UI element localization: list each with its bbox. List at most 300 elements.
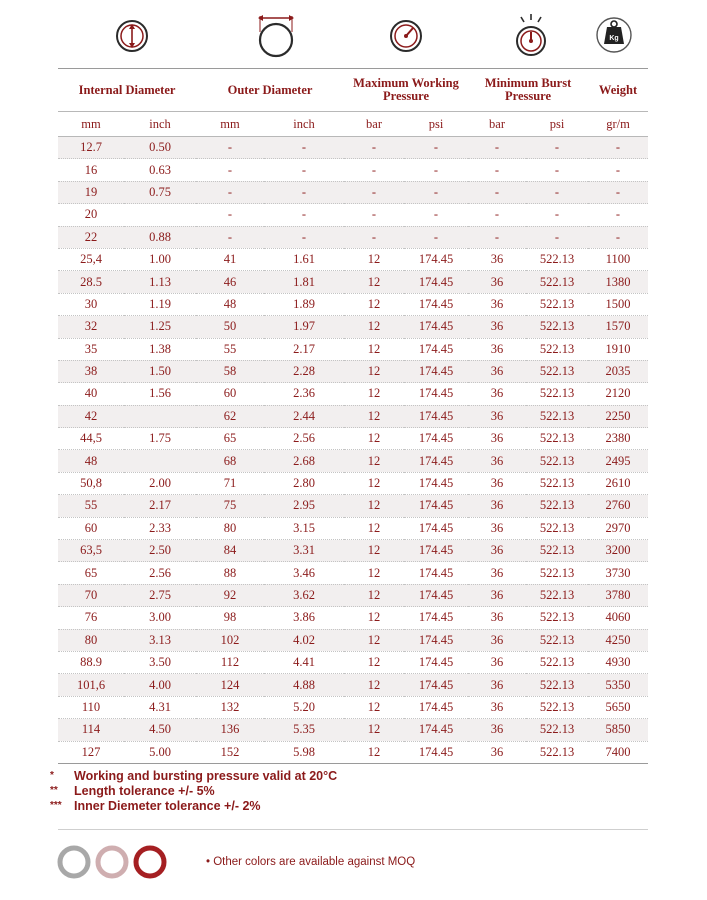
- pressure-gauge-icon: [388, 14, 424, 54]
- table-cell: 174.45: [404, 696, 468, 718]
- table-cell: -: [344, 159, 404, 181]
- table-cell: 522.13: [526, 674, 588, 696]
- table-cell: 60: [58, 517, 124, 539]
- notes: [50, 768, 337, 813]
- table-cell: 2495: [588, 450, 648, 472]
- table-cell: 71: [196, 472, 264, 494]
- table-row: [58, 651, 648, 673]
- table-row: [58, 719, 648, 741]
- unit-label: mm: [196, 112, 264, 137]
- table-cell: 2610: [588, 472, 648, 494]
- table-cell: 127: [58, 741, 124, 763]
- swatch-pink-ring: [98, 848, 126, 876]
- table-cell: 522.13: [526, 629, 588, 651]
- table-cell: 1.81: [264, 271, 344, 293]
- table-cell: 4.50: [124, 719, 196, 741]
- table-row: [58, 360, 648, 382]
- table-cell: 174.45: [404, 540, 468, 562]
- table-cell: 2.80: [264, 472, 344, 494]
- table-cell: 522.13: [526, 584, 588, 606]
- table-cell: 46: [196, 271, 264, 293]
- table-cell: 2.33: [124, 517, 196, 539]
- table-cell: 36: [468, 405, 526, 427]
- note-text: Working and bursting pressure valid at 20°C: [74, 768, 338, 783]
- table-cell: 3.15: [264, 517, 344, 539]
- table-cell: 522.13: [526, 428, 588, 450]
- table-cell: 110: [58, 696, 124, 718]
- table-cell: 12: [344, 607, 404, 629]
- table-cell: 2.17: [124, 495, 196, 517]
- table-cell: 80: [196, 517, 264, 539]
- table-cell: 12: [344, 696, 404, 718]
- table-cell: 12: [344, 584, 404, 606]
- table-cell: -: [468, 226, 526, 248]
- table-row: [58, 540, 648, 562]
- table-cell: 12: [344, 562, 404, 584]
- header-icons: [58, 14, 648, 60]
- table-cell: 174.45: [404, 428, 468, 450]
- table-cell: -: [526, 181, 588, 203]
- outer-diameter-icon: [256, 14, 296, 58]
- table-row: [58, 137, 648, 159]
- table-cell: 174.45: [404, 495, 468, 517]
- table-cell: 12: [344, 629, 404, 651]
- table-cell: 174.45: [404, 719, 468, 741]
- table-cell: 3.31: [264, 540, 344, 562]
- table-row: [58, 495, 648, 517]
- table-cell: 12: [344, 248, 404, 270]
- table-cell: 55: [58, 495, 124, 517]
- table-cell: 0.75: [124, 181, 196, 203]
- table-row: [58, 428, 648, 450]
- table-cell: [124, 405, 196, 427]
- footer-divider: [58, 829, 648, 830]
- table-cell: 3730: [588, 562, 648, 584]
- table-cell: 12: [344, 338, 404, 360]
- internal-diameter-icon: [114, 14, 150, 54]
- table-row: [58, 472, 648, 494]
- table-cell: -: [264, 204, 344, 226]
- note-mark: ***: [50, 800, 62, 811]
- table-cell: 3.46: [264, 562, 344, 584]
- table-cell: 50: [196, 316, 264, 338]
- header-group: Weight: [588, 69, 648, 112]
- table-cell: 1.13: [124, 271, 196, 293]
- table-cell: 1.75: [124, 428, 196, 450]
- table-cell: 42: [58, 405, 124, 427]
- table-cell: -: [196, 181, 264, 203]
- table-row: [58, 204, 648, 226]
- table-row: [58, 674, 648, 696]
- table-cell: 174.45: [404, 450, 468, 472]
- table-cell: 2.50: [124, 540, 196, 562]
- table-cell: -: [588, 204, 648, 226]
- table-cell: 7400: [588, 741, 648, 763]
- table-cell: 36: [468, 741, 526, 763]
- table-cell: 174.45: [404, 584, 468, 606]
- table-cell: 36: [468, 607, 526, 629]
- table-cell: 1100: [588, 248, 648, 270]
- table-cell: 522.13: [526, 316, 588, 338]
- table-cell: -: [344, 181, 404, 203]
- table-cell: 1.97: [264, 316, 344, 338]
- table-cell: 522.13: [526, 450, 588, 472]
- table-cell: 2.56: [124, 562, 196, 584]
- table-cell: 2.56: [264, 428, 344, 450]
- note-item: [50, 768, 337, 783]
- table-cell: 12: [344, 719, 404, 741]
- table-cell: 522.13: [526, 271, 588, 293]
- table-cell: -: [588, 159, 648, 181]
- table-cell: 112: [196, 651, 264, 673]
- table-cell: 1.19: [124, 293, 196, 315]
- table-cell: 1.00: [124, 248, 196, 270]
- table-cell: 2035: [588, 360, 648, 382]
- table-cell: 3.00: [124, 607, 196, 629]
- table-cell: 12: [344, 674, 404, 696]
- table-row: [58, 584, 648, 606]
- table-cell: 63,5: [58, 540, 124, 562]
- table-cell: 36: [468, 472, 526, 494]
- note-text: Length tolerance +/- 5%: [74, 783, 215, 798]
- table-cell: 12: [344, 405, 404, 427]
- table-cell: 522.13: [526, 293, 588, 315]
- table-cell: 2760: [588, 495, 648, 517]
- table-cell: 4.00: [124, 674, 196, 696]
- table-cell: 174.45: [404, 472, 468, 494]
- table-cell: 76: [58, 607, 124, 629]
- table-cell: 36: [468, 651, 526, 673]
- table-cell: 38: [58, 360, 124, 382]
- table-cell: 4250: [588, 629, 648, 651]
- table-cell: -: [404, 159, 468, 181]
- table-cell: 5.00: [124, 741, 196, 763]
- table-cell: 4.02: [264, 629, 344, 651]
- unit-label: gr/m: [588, 112, 648, 137]
- table-cell: 68: [196, 450, 264, 472]
- unit-row: [58, 112, 648, 137]
- note-mark: **: [50, 785, 58, 796]
- table-cell: 102: [196, 629, 264, 651]
- table-cell: 2.44: [264, 405, 344, 427]
- table-cell: 3.86: [264, 607, 344, 629]
- table-cell: 12: [344, 271, 404, 293]
- table-cell: 522.13: [526, 338, 588, 360]
- table-cell: 36: [468, 674, 526, 696]
- table-cell: 522.13: [526, 248, 588, 270]
- table-row: [58, 405, 648, 427]
- table-cell: 36: [468, 584, 526, 606]
- table-cell: -: [264, 226, 344, 248]
- table-cell: 2.00: [124, 472, 196, 494]
- unit-label: inch: [124, 112, 196, 137]
- table-cell: 174.45: [404, 405, 468, 427]
- table-cell: 1.61: [264, 248, 344, 270]
- table-cell: 174.45: [404, 383, 468, 405]
- table-cell: -: [264, 181, 344, 203]
- table-cell: -: [526, 137, 588, 159]
- table-cell: 522.13: [526, 495, 588, 517]
- table-cell: 522.13: [526, 562, 588, 584]
- table-cell: 124: [196, 674, 264, 696]
- table-cell: 174.45: [404, 741, 468, 763]
- table-cell: 1.25: [124, 316, 196, 338]
- table-cell: 522.13: [526, 383, 588, 405]
- table-cell: 522.13: [526, 360, 588, 382]
- table-cell: 36: [468, 360, 526, 382]
- table-cell: 12: [344, 316, 404, 338]
- table-cell: 2380: [588, 428, 648, 450]
- table-cell: 36: [468, 495, 526, 517]
- table-cell: -: [588, 137, 648, 159]
- table-cell: 48: [58, 450, 124, 472]
- note-item: [50, 798, 337, 813]
- table-cell: 3.50: [124, 651, 196, 673]
- table-cell: 174.45: [404, 248, 468, 270]
- table-cell: 84: [196, 540, 264, 562]
- table-cell: 174.45: [404, 293, 468, 315]
- table-cell: 522.13: [526, 651, 588, 673]
- table-cell: 44,5: [58, 428, 124, 450]
- table-cell: 50,8: [58, 472, 124, 494]
- table-cell: 2.36: [264, 383, 344, 405]
- table-cell: 3.13: [124, 629, 196, 651]
- table-cell: 1.89: [264, 293, 344, 315]
- table-cell: 174.45: [404, 316, 468, 338]
- table-cell: 174.45: [404, 607, 468, 629]
- weight-icon-text: Kg: [609, 35, 619, 42]
- table-cell: 2.28: [264, 360, 344, 382]
- table-row: [58, 316, 648, 338]
- table-cell: 12: [344, 450, 404, 472]
- table-cell: 88.9: [58, 651, 124, 673]
- table-cell: 522.13: [526, 540, 588, 562]
- table-cell: 4060: [588, 607, 648, 629]
- table-cell: -: [468, 181, 526, 203]
- table-cell: 152: [196, 741, 264, 763]
- table-cell: 98: [196, 607, 264, 629]
- color-swatches: [56, 845, 176, 879]
- header-group: Internal Diameter: [58, 69, 196, 112]
- swatch-grey-ring: [60, 848, 88, 876]
- table-cell: 132: [196, 696, 264, 718]
- table-cell: [124, 204, 196, 226]
- table-row: [58, 383, 648, 405]
- table-cell: -: [264, 159, 344, 181]
- table-cell: 36: [468, 629, 526, 651]
- table-cell: 1.56: [124, 383, 196, 405]
- table-cell: 2970: [588, 517, 648, 539]
- table-cell: 0.50: [124, 137, 196, 159]
- note-mark: *: [50, 770, 54, 781]
- table-cell: -: [196, 226, 264, 248]
- spec-table: [58, 68, 648, 764]
- table-cell: 522.13: [526, 405, 588, 427]
- table-cell: -: [468, 159, 526, 181]
- table-row: [58, 271, 648, 293]
- table-cell: 522.13: [526, 719, 588, 741]
- table-cell: 5850: [588, 719, 648, 741]
- header-group-row: [58, 69, 648, 112]
- table-cell: 1380: [588, 271, 648, 293]
- table-cell: -: [404, 204, 468, 226]
- table-cell: 1500: [588, 293, 648, 315]
- table-cell: 2.95: [264, 495, 344, 517]
- table-cell: 2120: [588, 383, 648, 405]
- table-cell: 136: [196, 719, 264, 741]
- table-cell: 522.13: [526, 517, 588, 539]
- table-cell: 36: [468, 450, 526, 472]
- table-cell: 12: [344, 428, 404, 450]
- table-row: [58, 248, 648, 270]
- table-cell: 12: [344, 360, 404, 382]
- table-cell: 36: [468, 338, 526, 360]
- colors-note: • Other colors are available against MOQ: [206, 856, 416, 868]
- table-cell: 36: [468, 383, 526, 405]
- table-cell: 12: [344, 495, 404, 517]
- table-cell: 3.62: [264, 584, 344, 606]
- table-cell: 1.38: [124, 338, 196, 360]
- table-row: [58, 338, 648, 360]
- table-cell: 174.45: [404, 651, 468, 673]
- table-cell: 36: [468, 540, 526, 562]
- unit-label: bar: [468, 112, 526, 137]
- table-cell: 19: [58, 181, 124, 203]
- table-cell: 41: [196, 248, 264, 270]
- unit-label: psi: [404, 112, 468, 137]
- table-cell: 3200: [588, 540, 648, 562]
- table-row: [58, 696, 648, 718]
- table-row: [58, 293, 648, 315]
- table-cell: 36: [468, 271, 526, 293]
- unit-label: psi: [526, 112, 588, 137]
- table-cell: 0.63: [124, 159, 196, 181]
- table-cell: 174.45: [404, 338, 468, 360]
- table-cell: -: [468, 137, 526, 159]
- table-cell: 36: [468, 248, 526, 270]
- table-cell: 65: [58, 562, 124, 584]
- table-cell: 40: [58, 383, 124, 405]
- table-cell: 12: [344, 651, 404, 673]
- table-row: [58, 226, 648, 248]
- table-cell: -: [344, 226, 404, 248]
- table-cell: -: [196, 204, 264, 226]
- table-cell: 5.20: [264, 696, 344, 718]
- table-cell: -: [196, 159, 264, 181]
- table-cell: 36: [468, 316, 526, 338]
- weight-kg-icon: [594, 14, 634, 54]
- table-cell: 58: [196, 360, 264, 382]
- table-cell: -: [404, 137, 468, 159]
- table-cell: 3780: [588, 584, 648, 606]
- table-cell: 174.45: [404, 674, 468, 696]
- table-row: [58, 741, 648, 763]
- table-cell: 48: [196, 293, 264, 315]
- table-cell: 5650: [588, 696, 648, 718]
- table-cell: -: [588, 226, 648, 248]
- table-cell: 35: [58, 338, 124, 360]
- spec-body: [58, 137, 648, 764]
- table-cell: 5.35: [264, 719, 344, 741]
- table-cell: 32: [58, 316, 124, 338]
- table-cell: 4.31: [124, 696, 196, 718]
- table-cell: 1.50: [124, 360, 196, 382]
- table-cell: 12: [344, 293, 404, 315]
- swatch-red-ring: [136, 848, 164, 876]
- note-item: [50, 783, 337, 798]
- table-row: [58, 450, 648, 472]
- table-row: [58, 562, 648, 584]
- table-cell: 12: [344, 741, 404, 763]
- table-cell: 1910: [588, 338, 648, 360]
- table-cell: 4.41: [264, 651, 344, 673]
- table-row: [58, 159, 648, 181]
- table-cell: 2.75: [124, 584, 196, 606]
- table-cell: 80: [58, 629, 124, 651]
- table-cell: -: [196, 137, 264, 159]
- table-cell: -: [404, 181, 468, 203]
- table-cell: 36: [468, 719, 526, 741]
- unit-label: inch: [264, 112, 344, 137]
- table-cell: [124, 450, 196, 472]
- header-group: Maximum Working Pressure: [344, 69, 468, 112]
- table-cell: 0.88: [124, 226, 196, 248]
- table-cell: 28.5: [58, 271, 124, 293]
- table-cell: 174.45: [404, 517, 468, 539]
- table-row: [58, 607, 648, 629]
- table-cell: -: [344, 137, 404, 159]
- table-cell: 522.13: [526, 472, 588, 494]
- table-cell: 5.98: [264, 741, 344, 763]
- table-cell: 174.45: [404, 360, 468, 382]
- table-cell: 174.45: [404, 562, 468, 584]
- table-cell: -: [526, 226, 588, 248]
- burst-gauge-icon: [512, 14, 550, 58]
- table-cell: 36: [468, 562, 526, 584]
- table-cell: 70: [58, 584, 124, 606]
- table-cell: 5350: [588, 674, 648, 696]
- table-cell: 36: [468, 428, 526, 450]
- table-cell: 522.13: [526, 696, 588, 718]
- header-group: Outer Diameter: [196, 69, 344, 112]
- table-cell: -: [344, 204, 404, 226]
- table-cell: 174.45: [404, 271, 468, 293]
- table-cell: 36: [468, 696, 526, 718]
- table-cell: 25,4: [58, 248, 124, 270]
- table-cell: 174.45: [404, 629, 468, 651]
- table-cell: 2.17: [264, 338, 344, 360]
- table-row: [58, 517, 648, 539]
- table-cell: -: [526, 204, 588, 226]
- table-cell: 101,6: [58, 674, 124, 696]
- table-cell: 55: [196, 338, 264, 360]
- table-cell: 16: [58, 159, 124, 181]
- table-cell: -: [588, 181, 648, 203]
- unit-label: mm: [58, 112, 124, 137]
- table-row: [58, 629, 648, 651]
- table-cell: 75: [196, 495, 264, 517]
- table-cell: 88: [196, 562, 264, 584]
- unit-label: bar: [344, 112, 404, 137]
- table-cell: 65: [196, 428, 264, 450]
- table-cell: 522.13: [526, 741, 588, 763]
- table-cell: -: [264, 137, 344, 159]
- table-cell: 12: [344, 540, 404, 562]
- table-cell: 2250: [588, 405, 648, 427]
- table-row: [58, 181, 648, 203]
- table-cell: 92: [196, 584, 264, 606]
- table-cell: 12: [344, 383, 404, 405]
